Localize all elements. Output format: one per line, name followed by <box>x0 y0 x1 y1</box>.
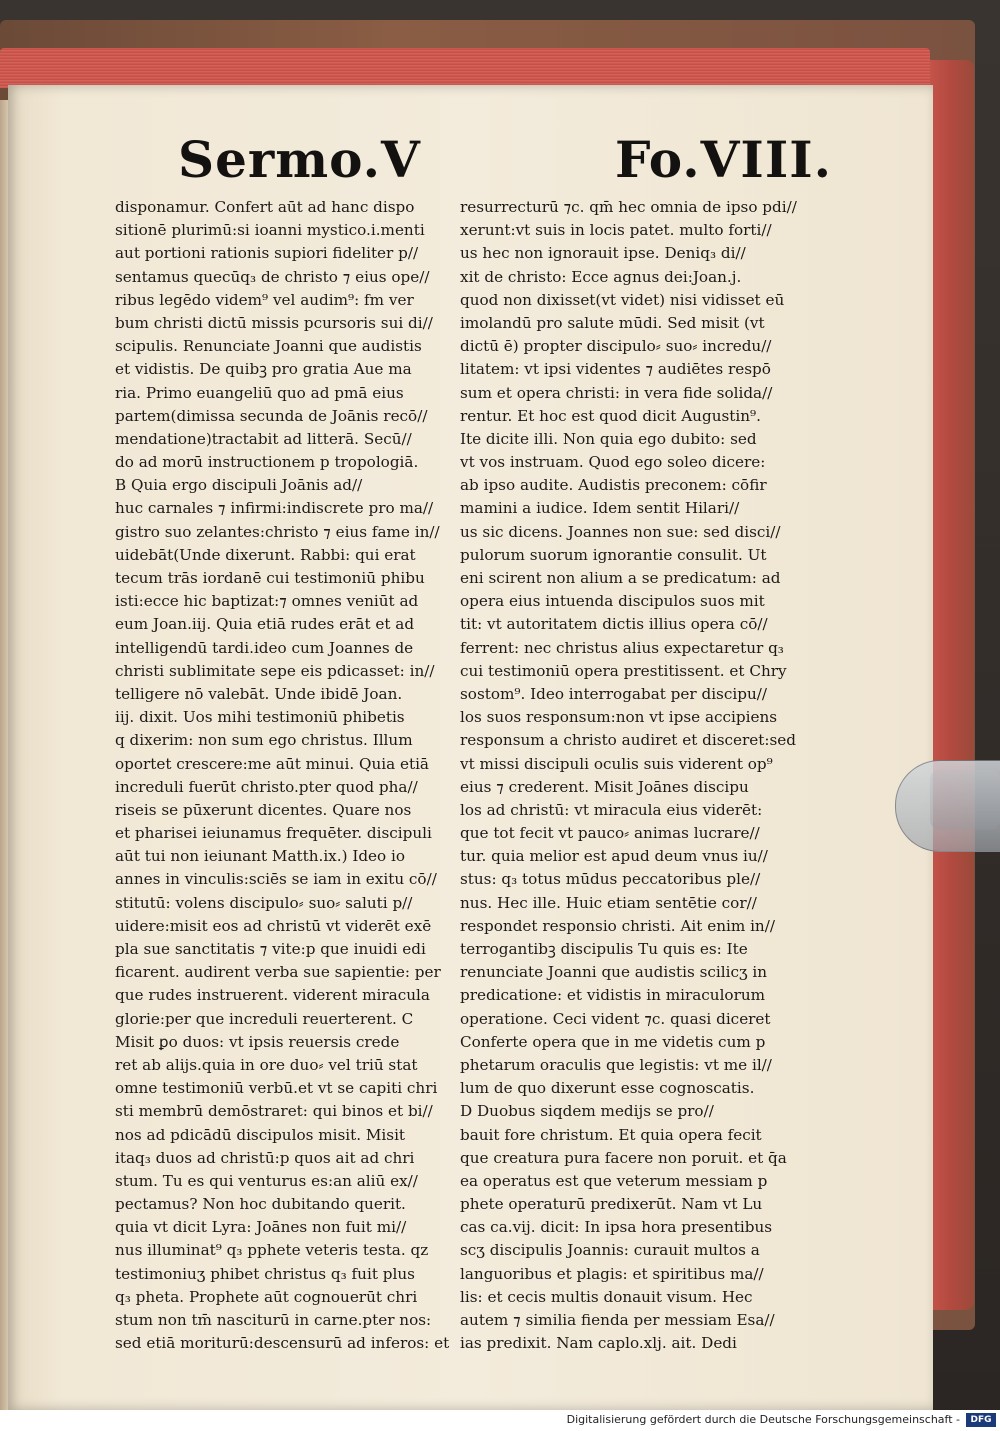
text-line: et vidistis. De quibꝫ pro gratia Aue ma <box>115 360 412 379</box>
text-line: lis: et cecis multis donauit visum. Hec <box>460 1287 753 1306</box>
page-stack-edge <box>0 48 930 88</box>
text-line: glorie:per que increduli reuerterent. C <box>115 1009 414 1028</box>
text-line: ficarent. audirent verba sue sapientie: per <box>115 963 441 982</box>
text-line: sum et opera christi: in vera fide solida// <box>460 383 773 402</box>
text-line: tecum trās iordanē cui testimoniū phibu <box>115 569 425 587</box>
text-line: aūt tui non ieiunant Matth.ix.) Ideo io <box>115 847 406 866</box>
folio-number: Fo.VIII. <box>615 130 833 189</box>
text-line: languoribus et plagis: et spiritibus ma// <box>460 1264 764 1283</box>
text-line: stitutū: volens discipulo⸗ suo⸗ saluti p// <box>115 893 413 912</box>
running-header-sermon: Sermo.V <box>178 130 421 189</box>
text-line: resurrecturū ⁊c. qm̄ hec omnia de ipso pdi// <box>460 198 797 216</box>
text-line: cui testimoniū opera prestitissent. et Chry <box>460 661 787 680</box>
text-line: xit de christo: Ecce agnus dei:Joan.j. <box>460 267 742 286</box>
text-line: litatem: vt ipsi videntes ⁊ audiētes respō <box>460 360 771 379</box>
text-line: testimoniuʒ phibet christus q₃ fuit plus <box>115 1264 415 1283</box>
text-line: bauit fore christum. Et quia opera fecit <box>460 1125 762 1144</box>
text-line: scipulis. Renunciate Joanni que audistis <box>115 337 422 356</box>
text-line: sitionē plurimū:si ioanni mystico.i.menti <box>115 221 425 240</box>
text-line: isti:ecce hic baptizat:⁊ omnes veniūt ad <box>115 592 419 611</box>
text-line: q₃ pheta. Prophete aūt cognouerūt chri <box>115 1287 418 1306</box>
text-line: imolandū pro salute mūdi. Sed misit (vt <box>460 313 765 332</box>
text-line: huc carnales ⁊ infirmi:indiscrete pro ma// <box>115 499 434 518</box>
text-line: tur. quia melior est apud deum vnus iu// <box>460 847 768 866</box>
dfg-logo: DFG <box>966 1413 996 1427</box>
text-line: predicatione: et vidistis in miraculorum <box>460 986 766 1005</box>
text-line: stum. Tu es qui venturus es:an aliū ex// <box>115 1171 418 1190</box>
text-line: Conferte opera que in me videtis cum p <box>460 1032 766 1051</box>
funding-credit: Digitalisierung gefördert durch die Deutsche Forschungsgemeinschaft - <box>566 1413 960 1426</box>
text-line: mendatione)tractabit ad litterā. Secū// <box>115 429 412 448</box>
text-line: omne testimoniū verbū.et vt se capiti chri <box>115 1079 438 1098</box>
book-cover-edge <box>928 60 974 1310</box>
text-line: phetarum oraculis que legistis: vt me il// <box>460 1055 772 1074</box>
text-line: ferrent: nec christus alius expectaretur q₃ <box>460 638 784 657</box>
text-line: quia vt dicit Lyra: Joānes non fuit mi// <box>115 1218 407 1237</box>
text-line: increduli fuerūt christo.pter quod pha// <box>115 777 418 796</box>
text-line: renunciate Joanni que audistis scilicʒ in <box>460 963 767 982</box>
text-line: vt vos instruam. Quod ego soleo dicere: <box>460 453 766 472</box>
text-line: D Duobus siqdem medijs se pro// <box>460 1102 714 1121</box>
text-line: nus illuminat⁹ q₃ pphete veteris testa. qz <box>115 1241 429 1260</box>
text-line: B Quia ergo discipuli Joānis ad// <box>115 476 363 495</box>
text-line: sti membrū demōstraret: qui binos et bi// <box>115 1102 433 1121</box>
text-line: telligere nō valebāt. Unde ibidē Joan. <box>115 684 403 703</box>
text-line: oportet crescere:me aūt minui. Quia etiā <box>115 754 429 773</box>
text-line: annes in vinculis:sciēs se iam in exitu cō// <box>115 870 437 889</box>
text-line: gistro suo zelantes:christo ⁊ eius fame in// <box>115 522 440 541</box>
text-line: sed etiā moriturū:descensurū ad inferos: et <box>115 1334 450 1353</box>
text-line: Misit ꝑo duos: vt ipsis reuersis crede <box>115 1032 400 1051</box>
text-line: us hec non ignorauit ipse. Deniq₃ di// <box>460 244 746 263</box>
text-line: terrogantibꝫ discipulis Tu quis es: Ite <box>460 940 748 958</box>
text-line: nos ad pdicādū discipulos misit. Misit <box>115 1125 406 1144</box>
text-line: eni scirent non alium a se predicatum: ad <box>460 569 781 587</box>
text-line: itaq₃ duos ad christū:p quos ait ad chri <box>115 1148 415 1167</box>
text-column-left <box>115 196 453 1355</box>
text-line: stum non tm̄ nasciturū in carne.pter nos: <box>115 1311 432 1329</box>
text-line: dictū ē) propter discipulo⸗ suo⸗ incredu// <box>460 337 772 356</box>
text-line: ria. Primo euangeliū quo ad pmā eius <box>115 383 404 402</box>
text-line: et pharisei ieiunamus frequēter. discipuli <box>115 824 432 843</box>
text-line: christi sublimitate sepe eis pdicasset: in// <box>115 661 435 680</box>
text-line: eum Joan.iij. Quia etiā rudes erāt et ad <box>115 615 415 634</box>
text-line: cas ca.vij. dicit: In ipsa hora presentibus <box>460 1218 773 1237</box>
text-line: vt missi discipuli oculis suis viderent op⁹ <box>460 754 773 773</box>
text-line: xerunt:vt suis in locis patet. multo forti// <box>460 221 772 240</box>
text-line: ea operatus est que veterum messiam p <box>460 1171 768 1190</box>
text-line: lum de quo dixerunt esse cognoscatis. <box>460 1079 755 1098</box>
text-line: q dixerim: non sum ego christus. Illum <box>115 731 413 750</box>
text-line: ab ipso audite. Audistis preconem: cōfir <box>460 476 767 495</box>
text-line: respondet responsio christi. Ait enim in// <box>460 916 775 935</box>
text-line: pectamus? Non hoc dubitando querit. <box>115 1195 406 1214</box>
text-line: ribus legēdo videm⁹ vel audim⁹: fm ver <box>115 290 414 309</box>
text-line: pla sue sanctitatis ⁊ vite:p que inuidi edi <box>115 940 426 958</box>
text-line: sentamus quecūq₃ de christo ⁊ eius ope// <box>115 267 430 286</box>
text-line: responsum a christo audiret et disceret:sed <box>460 731 797 750</box>
text-line: sostom⁹. Ideo interrogabat per discipu// <box>460 684 767 703</box>
text-line: ret ab alijs.quia in ore duo⸗ vel triū stat <box>115 1055 418 1074</box>
text-line: aut portioni rationis supiori fideliter p// <box>115 244 419 263</box>
text-line: intelligendū tardi.ideo cum Joannes de <box>115 638 414 657</box>
text-line: uidere:misit eos ad christū vt viderēt exē <box>115 916 432 935</box>
text-line: autem ⁊ similia fienda per messiam Esa// <box>460 1311 775 1329</box>
text-line: phete operaturū predixerūt. Nam vt Lu <box>460 1195 763 1214</box>
text-line: los suos responsum:non vt ipse accipiens <box>460 708 778 727</box>
text-line: Ite dicite illi. Non quia ego dubito: sed <box>460 429 757 448</box>
text-line: partem(dimissa secunda de Joānis recō// <box>115 406 428 425</box>
text-line: los ad christū: vt miracula eius viderēt: <box>460 800 763 819</box>
text-line: scʒ discipulis Joannis: curauit multos a <box>460 1241 760 1260</box>
text-line: nus. Hec ille. Huic etiam sentētie cor// <box>460 893 757 912</box>
text-line: pulorum suorum ignorantie consulit. Ut <box>460 545 767 564</box>
text-line: stus: q₃ totus mūdus peccatoribus ple// <box>460 870 761 889</box>
text-line: que tot fecit vt pauco⸗ animas lucrare// <box>460 824 760 843</box>
text-line: bum christi dictū missis pcursoris sui di// <box>115 313 433 332</box>
text-line: do ad morū instructionem p tropologiā. <box>115 453 419 472</box>
text-line: que creatura pura facere non poruit. et q̄a <box>460 1148 787 1167</box>
text-line: riseis se pūxerunt dicentes. Quare nos <box>115 800 412 819</box>
text-line: disponamur. Confert aūt ad hanc dispo <box>115 198 415 216</box>
text-line: opera eius intuenda discipulos suos mit <box>460 592 765 611</box>
text-line: ias predixit. Nam caplo.xlj. ait. Dedi <box>460 1334 737 1353</box>
text-line: rentur. Et hoc est quod dicit Augustin⁹. <box>460 406 761 425</box>
text-line: tit: vt autoritatem dictis illius opera cō// <box>460 615 768 634</box>
text-line: que rudes instruerent. viderent miracula <box>115 986 430 1005</box>
text-line: operatione. Ceci vident ⁊c. quasi diceret <box>460 1009 771 1028</box>
text-line: iij. dixit. Uos mihi testimoniū phibetis <box>115 708 405 727</box>
text-line: us sic dicens. Joannes non sue: sed disci// <box>460 522 781 541</box>
text-line: mamini a iudice. Idem sentit Hilari// <box>460 499 740 518</box>
text-line: quod non dixisset(vt videt) nisi vidisset eū <box>460 290 785 309</box>
digitization-footer <box>0 1410 1000 1431</box>
page-clip <box>895 760 1000 852</box>
text-column-right <box>460 196 798 1355</box>
text-line: eius ⁊ crederent. Misit Joānes discipu <box>460 777 749 796</box>
text-line: uidebāt(Unde dixerunt. Rabbi: qui erat <box>115 545 416 564</box>
